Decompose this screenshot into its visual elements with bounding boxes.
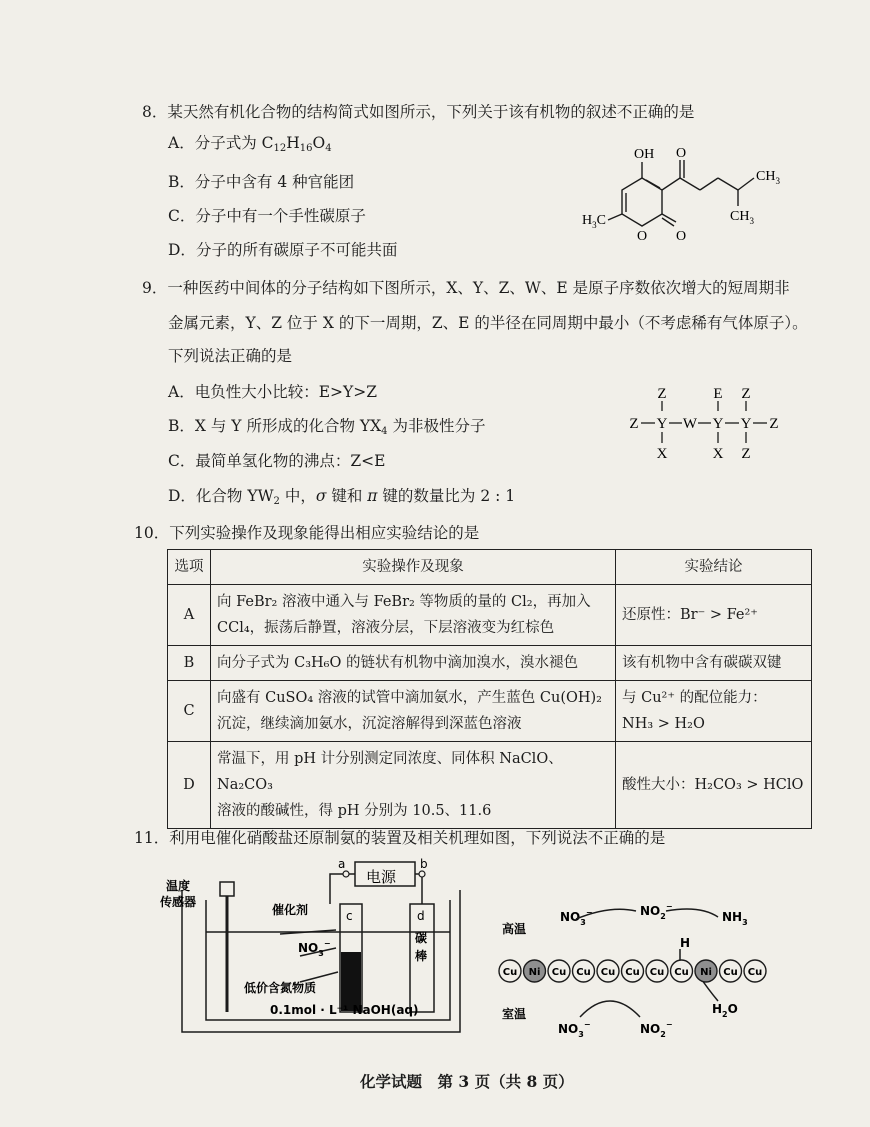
q8-stem: 8．某天然有机化合物的结构简式如图所示，下列关于该有机物的叙述不正确的是 <box>142 103 695 121</box>
header-option: 选项 <box>168 550 211 585</box>
svg-text:催化剂: 催化剂 <box>272 903 309 917</box>
svg-text:0.1mol · L⁻¹ NaOH(aq): 0.1mol · L⁻¹ NaOH(aq) <box>270 1003 419 1017</box>
svg-text:Z: Z <box>769 416 779 432</box>
atom-label: Cu <box>502 967 518 978</box>
header-conclusion: 实验结论 <box>616 550 812 585</box>
svg-text:高温: 高温 <box>502 922 527 936</box>
atom-label: Cu <box>674 967 689 978</box>
svg-text:d: d <box>417 909 425 923</box>
svg-text:OH: OH <box>634 147 655 162</box>
q8-option-d: D．分子的所有碳原子不可能共面 <box>168 241 398 259</box>
row-option: C <box>168 681 211 742</box>
svg-text:棒: 棒 <box>415 949 428 963</box>
atom-label: Cu <box>625 967 640 978</box>
q10-stem: 10．下列实验操作及现象能得出相应实验结论的是 <box>134 524 480 542</box>
atom-label: Cu <box>576 967 591 978</box>
atom-label: Cu <box>649 967 665 978</box>
svg-text:X: X <box>656 446 668 462</box>
q11-mechanism-diagram <box>490 885 780 1050</box>
atom-label: Ni <box>700 967 712 978</box>
table-row <box>168 742 812 829</box>
q9-molecule-structure <box>622 380 792 465</box>
svg-text:Y: Y <box>656 416 668 432</box>
svg-text:传感器: 传感器 <box>160 895 197 909</box>
svg-text:E: E <box>713 386 723 402</box>
row-operation: 向盛有 CuSO₄ 溶液的试管中滴加氨水，产生蓝色 Cu(OH)₂ 沉淀，继续滴加氨水，沉淀溶解得到深蓝色溶液 <box>211 681 616 742</box>
table-row <box>168 681 812 742</box>
q8-option-c: C．分子中有一个手性碳原子 <box>168 207 366 225</box>
q9-stem-line3: 下列说法正确的是 <box>168 347 293 365</box>
svg-text:H3C: $H_3C$ <box>582 213 606 230</box>
q10-experiment-table <box>167 549 812 829</box>
row-conclusion: 该有机物中含有碳碳双键 <box>616 646 812 681</box>
svg-text:NO3−: $NO_3^-$ <box>558 1020 591 1039</box>
row-option: B <box>168 646 211 681</box>
row-operation: 常温下，用 pH 计分别测定同浓度、同体积 NaClO、Na₂CO₃ 溶液的酸碱性，得 pH 分别为 10.5、11.6 <box>211 742 616 829</box>
row-conclusion: 酸性大小：H₂CO₃ > HClO <box>616 742 812 829</box>
q8-option-b: B．分子中含有 4 种官能团 <box>168 173 355 191</box>
svg-text:Z: Z <box>657 386 667 402</box>
q9-stem-line1: 9．一种医药中间体的分子结构如下图所示，X、Y、Z、W、E 是原子序数依次增大的短周期非 <box>142 279 790 297</box>
svg-text:b: b <box>420 857 428 871</box>
q9-option-c: C．最简单氢化物的沸点：Z<E <box>168 452 386 470</box>
svg-text:a: a <box>338 857 346 871</box>
q9-option-b: B．X 与 Y 所形成的化合物 $YX_4$ 为非极性分子 <box>168 417 486 437</box>
atom-label: Ni <box>528 967 541 978</box>
atom-label: Cu <box>551 967 567 978</box>
svg-text:Z: Z <box>741 446 751 462</box>
row-operation: 向分子式为 C₃H₆O 的链状有机物中滴加溴水，溴水褪色 <box>211 646 616 681</box>
row-option: A <box>168 585 211 646</box>
atom-label: Cu <box>747 967 763 978</box>
table-row <box>168 585 812 646</box>
q8-option-a: A．分子式为 $C_{12}H_{16}O_4$ <box>168 134 332 154</box>
svg-text:Z: Z <box>629 416 639 432</box>
svg-text:H2O: $H_2O$ <box>712 1002 738 1019</box>
svg-text:室温: 室温 <box>502 1007 527 1021</box>
atom-row <box>499 960 766 982</box>
q11-stem: 11．利用电催化硝酸盐还原制氨的装置及相关机理如图，下列说法不正确的是 <box>134 829 666 847</box>
svg-text:W: W <box>682 416 698 432</box>
svg-text:X: X <box>712 446 724 462</box>
svg-text:低价含氮物质: 低价含氮物质 <box>244 981 317 995</box>
svg-text:H: H <box>680 936 691 950</box>
svg-text:NH3: $NH_3$ <box>722 910 748 927</box>
svg-text:NO2−: $NO_2^-$ <box>640 1020 673 1039</box>
svg-text:碳: 碳 <box>415 931 428 945</box>
row-conclusion: 还原性：Br⁻ > Fe²⁺ <box>616 585 812 646</box>
svg-text:Y: Y <box>740 416 752 432</box>
table-header-row <box>168 550 812 585</box>
svg-text:c: c <box>346 909 353 923</box>
svg-text:O: O <box>676 146 687 161</box>
row-conclusion: 与 Cu²⁺ 的配位能力： NH₃ > H₂O <box>616 681 812 742</box>
svg-text:Z: Z <box>741 386 751 402</box>
svg-text:温度: 温度 <box>166 879 191 893</box>
row-option: D <box>168 742 211 829</box>
atom-label: Cu <box>600 967 616 978</box>
q11-electrolysis-apparatus <box>160 852 470 1042</box>
atom-label: Cu <box>723 967 738 978</box>
q9-option-d: D．化合物 $YW_2$ 中，σ 键和 π 键的数量比为 2 : 1 <box>168 487 516 507</box>
table-row <box>168 646 812 681</box>
svg-text:NO2−: $NO_2^-$ <box>640 902 673 921</box>
svg-text:电源: 电源 <box>366 868 397 886</box>
svg-text:O: O <box>637 229 648 244</box>
svg-text:Y: Y <box>712 416 724 432</box>
svg-text:NO3−: $NO_3^-$ <box>298 939 331 958</box>
page-footer: 化学试题 第 3 页（共 8 页） <box>360 1072 574 1091</box>
q9-stem-line2: 金属元素，Y、Z 位于 X 的下一周期，Z、E 的半径在同周期中最小（不考虑稀有气体原子）。 <box>168 314 808 332</box>
header-operation: 实验操作及现象 <box>211 550 616 585</box>
row-operation: 向 FeBr₂ 溶液中通入与 FeBr₂ 等物质的量的 Cl₂，再加入 CCl₄，振荡后静置，溶液分层，下层溶液变为红棕色 <box>211 585 616 646</box>
svg-text:NO3−: $NO_3^-$ <box>560 908 593 927</box>
q8-molecule-structure <box>580 140 790 255</box>
svg-text:O: O <box>676 229 687 244</box>
q9-option-a: A．电负性大小比较：E>Y>Z <box>168 383 377 401</box>
svg-text:CH3: $CH_3$ <box>730 209 754 226</box>
svg-text:CH3: $CH_3$ <box>756 169 780 186</box>
